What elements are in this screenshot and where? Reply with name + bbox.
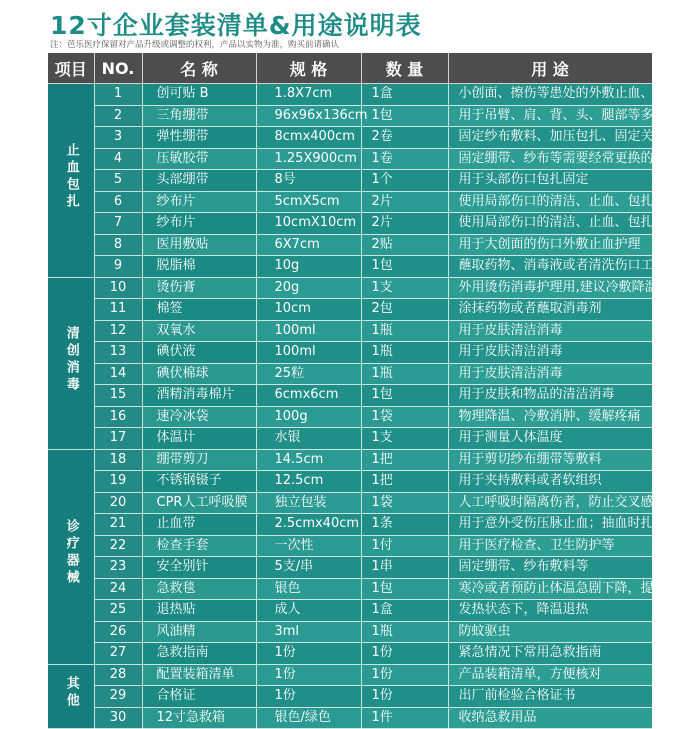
item-name: 止血带 xyxy=(142,514,256,536)
item-use: 蘸取药物、消毒液或者清洗伤口工具 xyxy=(448,256,652,278)
item-qty: 1包 xyxy=(361,385,448,407)
table-row xyxy=(48,664,652,686)
item-spec: 8cmx400cm xyxy=(256,127,361,149)
item-no: 17 xyxy=(94,428,142,450)
item-no: 5 xyxy=(94,170,142,192)
item-use: 固定绷带、纱布敷料等 xyxy=(448,557,652,579)
item-spec: 银色/绿色 xyxy=(256,707,361,729)
item-no: 23 xyxy=(94,557,142,579)
item-use: 物理降温、冷敷消肿、缓解疼痛 xyxy=(448,406,652,428)
table-row xyxy=(48,363,652,385)
item-spec: 6cmx6cm xyxy=(256,385,361,407)
item-qty: 1串 xyxy=(361,557,448,579)
header-group: 项目 xyxy=(48,53,94,84)
item-name: 配置装箱清单 xyxy=(142,664,256,686)
item-no: 13 xyxy=(94,342,142,364)
disclaimer-note: 注：芭乐医疗保留对产品升级或调整的权利，产品以实物为准，购买前请确认 xyxy=(50,40,340,50)
item-spec: 1份 xyxy=(256,643,361,665)
item-qty: 2贴 xyxy=(361,234,448,256)
item-spec: 100g xyxy=(256,406,361,428)
item-name: 烫伤膏 xyxy=(142,277,256,299)
item-qty: 1份 xyxy=(361,643,448,665)
item-spec: 10cmX10cm xyxy=(256,213,361,235)
item-qty: 1份 xyxy=(361,686,448,708)
item-name: 头部绷带 xyxy=(142,170,256,192)
item-qty: 1盒 xyxy=(361,84,448,106)
table-row xyxy=(48,707,652,729)
item-qty: 2卷 xyxy=(361,127,448,149)
item-spec: 12.5cm xyxy=(256,471,361,493)
page-title: 12寸企业套装清单&用途说明表 xyxy=(50,11,422,40)
item-use: 防蚊驱虫 xyxy=(448,621,652,643)
item-name: CPR人工呼吸膜 xyxy=(142,492,256,514)
item-name: 急救指南 xyxy=(142,643,256,665)
table-row xyxy=(48,213,652,235)
item-qty: 1个 xyxy=(361,170,448,192)
table-row xyxy=(48,170,652,192)
item-name: 急救毯 xyxy=(142,578,256,600)
item-no: 7 xyxy=(94,213,142,235)
item-no: 26 xyxy=(94,621,142,643)
item-qty: 1支 xyxy=(361,428,448,450)
item-no: 6 xyxy=(94,191,142,213)
item-name: 双氧水 xyxy=(142,320,256,342)
item-qty: 1件 xyxy=(361,707,448,729)
table-row xyxy=(48,84,652,106)
item-no: 4 xyxy=(94,148,142,170)
item-name: 脱脂棉 xyxy=(142,256,256,278)
item-use: 外用烫伤消毒护理用,建议冷敷降温后用 xyxy=(448,277,652,299)
item-use: 用于剪切纱布绷带等敷料 xyxy=(448,449,652,471)
item-no: 9 xyxy=(94,256,142,278)
item-name: 弹性绷带 xyxy=(142,127,256,149)
item-name: 棉签 xyxy=(142,299,256,321)
item-name: 风油精 xyxy=(142,621,256,643)
item-spec: 100ml xyxy=(256,320,361,342)
table-body xyxy=(48,84,693,729)
item-spec: 1份 xyxy=(256,686,361,708)
table-row xyxy=(48,277,652,299)
table-row xyxy=(48,578,652,600)
item-qty: 1包 xyxy=(361,578,448,600)
item-no: 14 xyxy=(94,363,142,385)
header-no: NO. xyxy=(94,53,142,84)
table-row xyxy=(48,385,652,407)
header-name: 名 称 xyxy=(142,53,256,84)
table-row xyxy=(48,535,652,557)
item-use: 用于皮肤清洁消毒 xyxy=(448,320,652,342)
item-name: 合格证 xyxy=(142,686,256,708)
table-row xyxy=(48,256,652,278)
item-qty: 1把 xyxy=(361,449,448,471)
item-spec: 10g xyxy=(256,256,361,278)
item-no: 29 xyxy=(94,686,142,708)
table-row xyxy=(48,234,652,256)
item-use: 固定纱布敷料、加压包扎、固定关节保护 xyxy=(448,127,652,149)
item-qty: 1份 xyxy=(361,664,448,686)
item-use: 涂抹药物或者蘸取消毒剂 xyxy=(448,299,652,321)
header-spec: 规 格 xyxy=(256,53,361,84)
item-qty: 1付 xyxy=(361,535,448,557)
item-name: 速冷冰袋 xyxy=(142,406,256,428)
table-row xyxy=(48,686,652,708)
item-qty: 2片 xyxy=(361,191,448,213)
table-row xyxy=(48,299,652,321)
item-name: 绷带剪刀 xyxy=(142,449,256,471)
table-row xyxy=(48,406,652,428)
item-use: 用于医疗检查、卫生防护等 xyxy=(448,535,652,557)
item-name: 医用敷贴 xyxy=(142,234,256,256)
item-spec: 1.25X900cm xyxy=(256,148,361,170)
item-no: 1 xyxy=(94,84,142,106)
item-qty: 2包 xyxy=(361,299,448,321)
item-spec: 水银 xyxy=(256,428,361,450)
group-label xyxy=(48,664,94,729)
item-use: 收纳急救用品 xyxy=(448,707,652,729)
item-use: 小创面、擦伤等患处的外敷止血、护创用 xyxy=(448,84,652,106)
item-no: 3 xyxy=(94,127,142,149)
item-spec: 2.5cmx40cm xyxy=(256,514,361,536)
item-no: 15 xyxy=(94,385,142,407)
item-spec: 96x96x136cm xyxy=(256,105,361,127)
item-name: 三角绷带 xyxy=(142,105,256,127)
table-row xyxy=(48,127,652,149)
item-no: 11 xyxy=(94,299,142,321)
group-label xyxy=(48,277,94,449)
group-label-text: 止血包扎 xyxy=(63,142,79,211)
item-no: 27 xyxy=(94,643,142,665)
item-no: 12 xyxy=(94,320,142,342)
item-qty: 1包 xyxy=(361,256,448,278)
table-row xyxy=(48,471,652,493)
item-no: 2 xyxy=(94,105,142,127)
item-use: 用于皮肤清洁消毒 xyxy=(448,342,652,364)
group-label-text: 其他 xyxy=(63,675,79,710)
table-row xyxy=(48,428,652,450)
item-use: 人工呼吸时隔离伤者，防止交叉感染 xyxy=(448,492,652,514)
group-label-text: 清创消毒 xyxy=(63,325,79,394)
item-no: 21 xyxy=(94,514,142,536)
table-row xyxy=(48,191,652,213)
item-qty: 1袋 xyxy=(361,406,448,428)
item-spec: 100ml xyxy=(256,342,361,364)
item-spec: 一次性 xyxy=(256,535,361,557)
item-spec: 5支/串 xyxy=(256,557,361,579)
item-name: 检查手套 xyxy=(142,535,256,557)
item-use: 用于头部伤口包扎固定 xyxy=(448,170,652,192)
item-use: 用于夹持敷料或者软组织 xyxy=(448,471,652,493)
table-row xyxy=(48,600,652,622)
item-no: 10 xyxy=(94,277,142,299)
item-name: 安全别针 xyxy=(142,557,256,579)
item-name: 纱布片 xyxy=(142,191,256,213)
table-header-row xyxy=(48,53,652,84)
item-use: 固定绷带、纱布等需要经常更换的敷料 xyxy=(448,148,652,170)
item-use: 用于皮肤和物品的清洁消毒 xyxy=(448,385,652,407)
item-name: 12寸急救箱 xyxy=(142,707,256,729)
item-no: 20 xyxy=(94,492,142,514)
table-row xyxy=(48,148,652,170)
item-qty: 1袋 xyxy=(361,492,448,514)
item-use: 紧急情况下常用急救指南 xyxy=(448,643,652,665)
item-spec: 10cm xyxy=(256,299,361,321)
item-use: 发热状态下，降温退热 xyxy=(448,600,652,622)
item-spec: 20g xyxy=(256,277,361,299)
item-spec: 25粒 xyxy=(256,363,361,385)
item-qty: 1卷 xyxy=(361,148,448,170)
header-qty: 数 量 xyxy=(361,53,448,84)
item-use: 用于大创面的伤口外敷止血护理 xyxy=(448,234,652,256)
table-row xyxy=(48,557,652,579)
table-row xyxy=(48,514,652,536)
item-no: 22 xyxy=(94,535,142,557)
item-spec: 5cmX5cm xyxy=(256,191,361,213)
table-row xyxy=(48,105,652,127)
item-spec: 独立包装 xyxy=(256,492,361,514)
item-no: 18 xyxy=(94,449,142,471)
item-qty: 1支 xyxy=(361,277,448,299)
item-use: 寒冷或者预防止体温急剧下降，提供保暖 xyxy=(448,578,652,600)
item-name: 碘伏棉球 xyxy=(142,363,256,385)
item-qty: 1瓶 xyxy=(361,621,448,643)
item-table xyxy=(48,53,693,729)
table-row xyxy=(48,449,652,471)
item-use: 用于皮肤清洁消毒 xyxy=(448,363,652,385)
item-name: 酒精消毒棉片 xyxy=(142,385,256,407)
item-no: 16 xyxy=(94,406,142,428)
item-spec: 3ml xyxy=(256,621,361,643)
table-row xyxy=(48,342,652,364)
item-spec: 银色 xyxy=(256,578,361,600)
group-label xyxy=(48,84,94,278)
item-name: 碘伏液 xyxy=(142,342,256,364)
item-use: 产品装箱清单，方便核对 xyxy=(448,664,652,686)
item-use: 用于意外受伤压脉止血；抽血时扎紧手臂 xyxy=(448,514,652,536)
group-label-text: 诊疗器械 xyxy=(63,519,79,587)
item-spec: 6X7cm xyxy=(256,234,361,256)
item-name: 纱布片 xyxy=(142,213,256,235)
item-no: 24 xyxy=(94,578,142,600)
item-qty: 2片 xyxy=(361,213,448,235)
item-no: 8 xyxy=(94,234,142,256)
item-name: 压敏胶带 xyxy=(142,148,256,170)
item-name: 退热贴 xyxy=(142,600,256,622)
item-no: 25 xyxy=(94,600,142,622)
item-use: 用于吊臂、肩、背、头、腿部等多处包扎 xyxy=(448,105,652,127)
item-use: 出厂前检验合格证书 xyxy=(448,686,652,708)
item-use: 使用局部伤口的清洁、止血、包扎等 xyxy=(448,213,652,235)
item-spec: 14.5cm xyxy=(256,449,361,471)
item-no: 19 xyxy=(94,471,142,493)
item-spec: 1.8X7cm xyxy=(256,84,361,106)
item-qty: 1瓶 xyxy=(361,342,448,364)
item-qty: 1把 xyxy=(361,471,448,493)
item-spec: 8号 xyxy=(256,170,361,192)
item-qty: 1条 xyxy=(361,514,448,536)
item-use: 用于测量人体温度 xyxy=(448,428,652,450)
item-qty: 1盒 xyxy=(361,600,448,622)
table-row xyxy=(48,320,652,342)
group-label xyxy=(48,449,94,664)
table-row xyxy=(48,492,652,514)
item-qty: 1瓶 xyxy=(361,363,448,385)
item-spec: 成人 xyxy=(256,600,361,622)
item-name: 体温计 xyxy=(142,428,256,450)
item-name: 不锈钢镊子 xyxy=(142,471,256,493)
table-row xyxy=(48,643,652,665)
item-no: 30 xyxy=(94,707,142,729)
item-no: 28 xyxy=(94,664,142,686)
item-spec: 1份 xyxy=(256,664,361,686)
header-use: 用 途 xyxy=(448,53,652,84)
item-qty: 1瓶 xyxy=(361,320,448,342)
item-qty: 1包 xyxy=(361,105,448,127)
item-use: 使用局部伤口的清洁、止血、包扎等 xyxy=(448,191,652,213)
table-row xyxy=(48,621,652,643)
item-name: 创可贴 B xyxy=(142,84,256,106)
